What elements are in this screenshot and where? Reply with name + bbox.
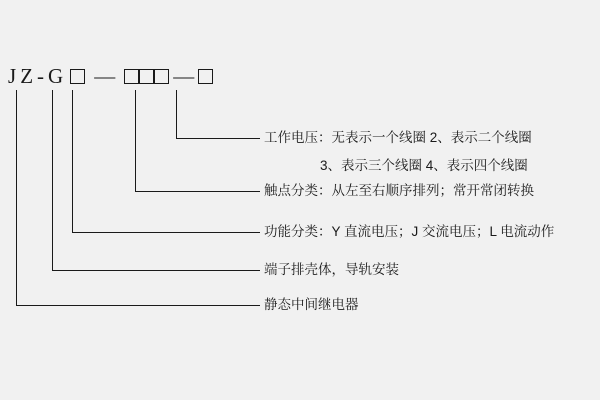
leader-horizontal-contact (135, 191, 260, 192)
leader-vertical-contact (135, 90, 136, 191)
leader-vertical-terminal (52, 90, 53, 270)
model-code-row (8, 62, 213, 90)
code-char-j: J (8, 63, 17, 88)
leader-horizontal-function (72, 232, 260, 233)
leader-horizontal-working-voltage (176, 138, 260, 139)
code-dash-1: - (37, 63, 45, 88)
code-box-voltage-type (70, 69, 85, 84)
annotation-working-voltage-line1: 工作电压：无表示一个线圈 2、表示二个线圈 (264, 130, 532, 145)
code-box-contact-1 (124, 69, 139, 84)
annotation-static-intermediate-relay: 静态中间继电器 (264, 297, 359, 312)
annotation-terminal-row-housing: 端子排壳体，导轨安装 (264, 262, 399, 277)
code-box-contact-2 (139, 69, 154, 84)
annotation-working-voltage-line2: 3、表示三个线圈 4、表示四个线圈 (320, 158, 528, 173)
code-box-contact-3 (154, 69, 169, 84)
code-dash-2: — (94, 63, 116, 88)
code-box-working-voltage (198, 69, 213, 84)
code-char-g: G (48, 63, 64, 88)
leader-vertical-function (72, 90, 73, 232)
leader-horizontal-terminal (52, 270, 260, 271)
annotation-function-classification: 功能分类：Y 直流电压；J 交流电压；L 电流动作 (264, 224, 555, 239)
annotation-contact-classification: 触点分类：从左至右顺序排列；常开常闭转换 (264, 183, 534, 198)
code-dash-3: — (173, 63, 195, 88)
code-char-z: Z (20, 63, 34, 88)
leader-vertical-relay (16, 90, 17, 305)
leader-horizontal-relay (16, 305, 260, 306)
leader-vertical-working-voltage (176, 90, 177, 138)
